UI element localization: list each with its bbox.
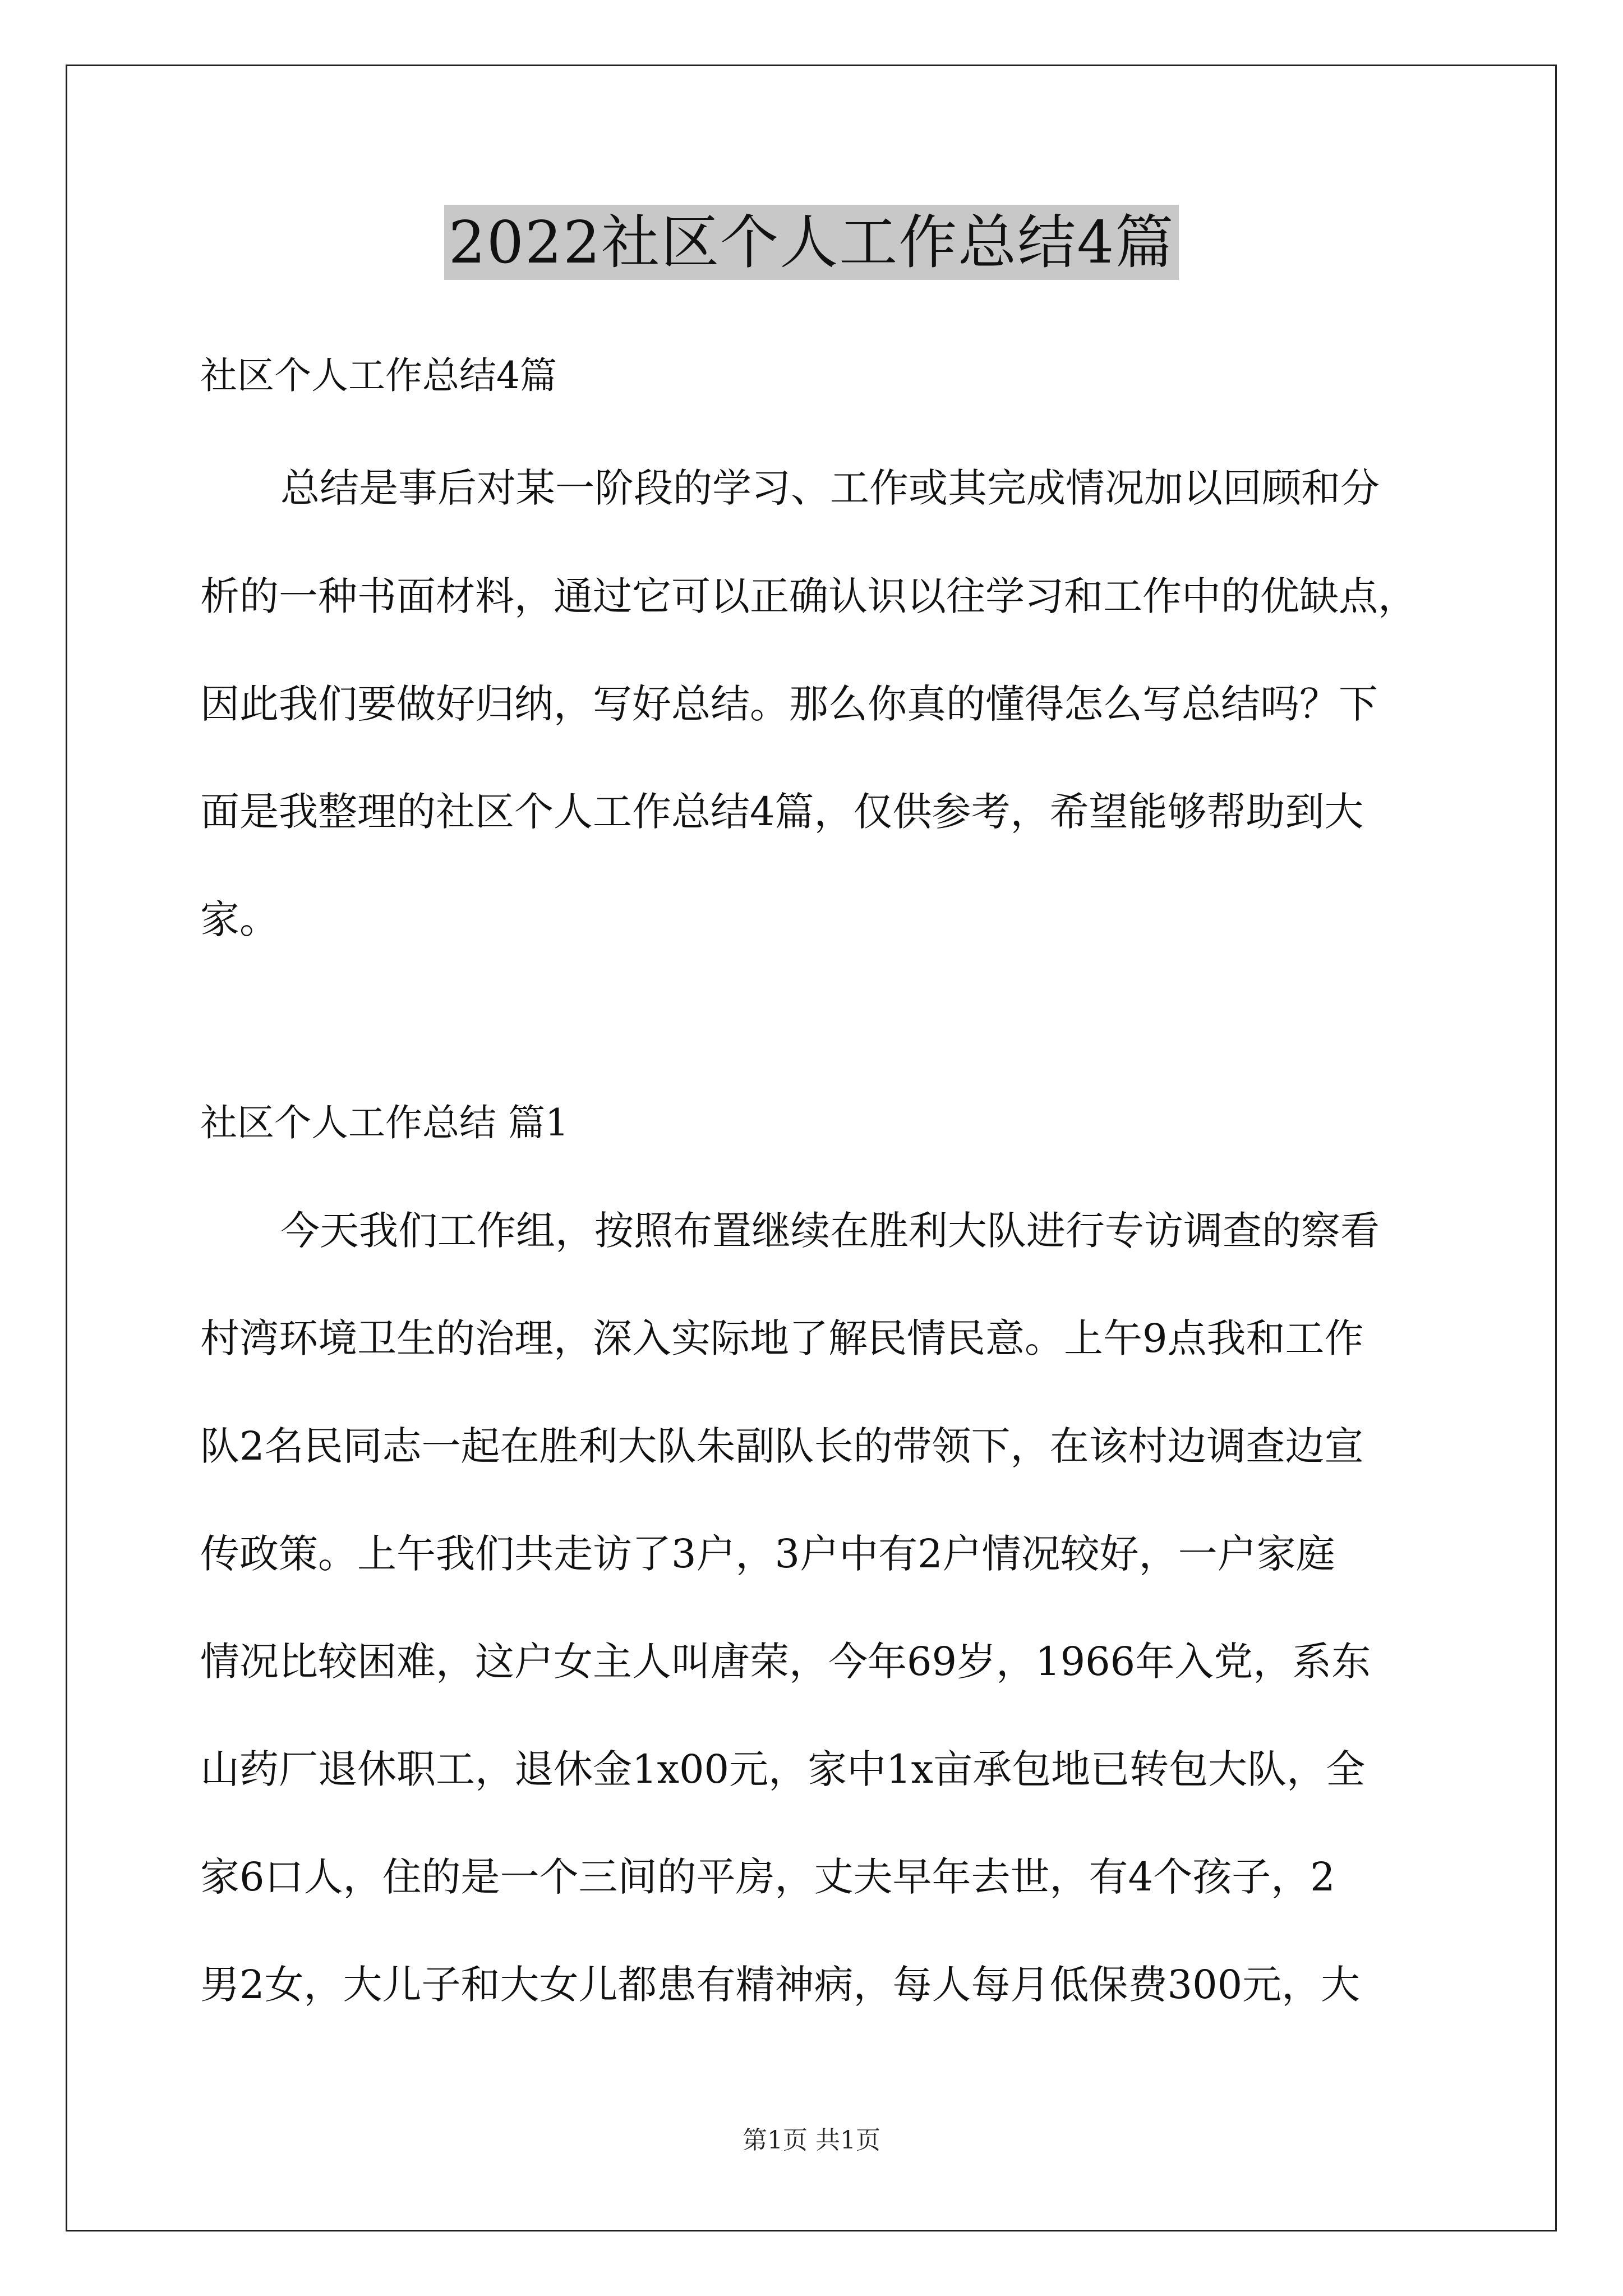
intro-line: 家。 (200, 896, 279, 942)
section1-line: 山药厂退休职工，退休金1x00元，家中1x亩承包地已转包大队，全 (200, 1746, 1366, 1792)
section1-line: 今天我们工作组，按照布置继续在胜利大队进行专访调查的察看 (280, 1208, 1380, 1254)
section1-line: 家6口人，住的是一个三间的平房，丈夫早年去世，有4个孩子，2 (200, 1854, 1335, 1900)
section1-line: 村湾环境卫生的治理，深入实际地了解民情民意。上午9点我和工作 (200, 1315, 1364, 1361)
intro-line: 面是我整理的社区个人工作总结4篇，仅供参考，希望能够帮助到大 (200, 789, 1364, 835)
section1-line: 情况比较困难，这户女主人叫唐荣，今年69岁，1966年入党，系东 (200, 1639, 1371, 1685)
section1-line: 队2名民同志一起在胜利大队朱副队长的带领下，在该村边调查边宣 (200, 1423, 1364, 1469)
document-title (0, 203, 1623, 282)
document-title-text: 2022社区个人工作总结4篇 (444, 205, 1179, 280)
intro-line: 总结是事后对某一阶段的学习、工作或其完成情况加以回顾和分 (280, 465, 1380, 511)
section1-line: 男2女，大儿子和大女儿都患有精神病，每人每月低保费300元，大 (200, 1962, 1361, 2008)
intro-line: 析的一种书面材料，通过它可以正确认识以往学习和工作中的优缺点， (200, 573, 1417, 619)
document-subtitle: 社区个人工作总结4篇 (200, 354, 557, 397)
page-footer: 第1页 共1页 (743, 2126, 880, 2155)
intro-line: 因此我们要做好归纳，写好总结。那么你真的懂得怎么写总结吗？下 (200, 681, 1378, 727)
section-heading: 社区个人工作总结 篇1 (200, 1101, 569, 1144)
section1-line: 传政策。上午我们共走访了3户，3户中有2户情况较好，一户家庭 (200, 1531, 1335, 1577)
